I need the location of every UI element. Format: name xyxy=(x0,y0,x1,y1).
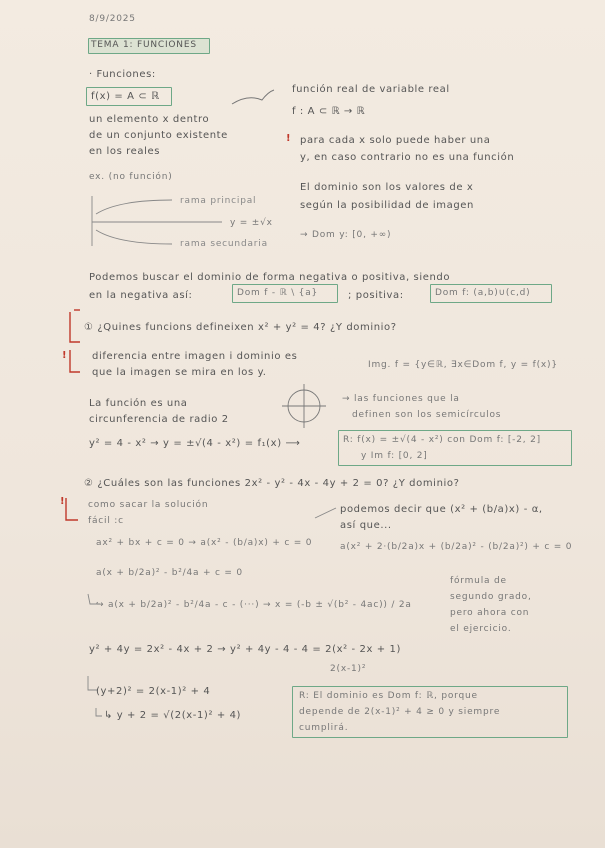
date: 8/9/2025 xyxy=(89,14,136,24)
definition-box xyxy=(86,87,172,106)
dom-negative: Dom f - ℝ \ {a} xyxy=(237,288,319,298)
imagen-definition: Img. f = {y∈ℝ, ∃x∈Dom f, y = f(x)} xyxy=(368,360,558,370)
como-line-1: como sacar la solución xyxy=(88,500,209,510)
final-eq-4: ↳ y + 2 = √(2(x-1)² + 4) xyxy=(104,710,242,721)
formula-line-4: el ejercicio. xyxy=(450,624,512,634)
rama-principal-label: rama principal xyxy=(180,196,257,206)
tema-title-box xyxy=(88,38,210,54)
semicirculos-line-1: → las funciones que la xyxy=(342,394,460,404)
question-2: ② ¿Cuáles son las funciones 2x² - y² - 4x - 4y + 2 = 0? ¿Y dominio? xyxy=(84,478,460,489)
circunferencia-line-1: La función es una xyxy=(89,398,188,409)
final-eq-2: 2(x-1)² xyxy=(330,664,367,674)
answer-1-line-2: y Im f: [0, 2] xyxy=(361,451,428,461)
definition-line-1: un elemento x dentro xyxy=(89,114,210,125)
definition-line-2: de un conjunto existente xyxy=(89,130,228,141)
final-eq-1: y² + 4y = 2x² - 4x + 2 → y² + 4y - 4 - 4 = 2(x² - 2x + 1) xyxy=(89,644,402,655)
podemos-decir-2: así que... xyxy=(340,520,392,531)
circunferencia-line-2: circunferencia de radio 2 xyxy=(89,414,229,425)
para-line-2: y, en caso contrario no es una función xyxy=(300,152,515,163)
semicirculos-line-2: definen son los semicírculos xyxy=(352,410,502,420)
dom-positive-box xyxy=(430,284,552,303)
answer-2-line-2: depende de 2(x-1)² + 4 ≥ 0 y siempre xyxy=(299,707,501,717)
formula-line-2: segundo grado, xyxy=(450,592,532,602)
example-label: ex. (no función) xyxy=(89,172,173,182)
funcion-real-title: función real de variable real xyxy=(292,84,450,95)
quad-eq-2: a(x + b/2a)² - b²/4a + c = 0 xyxy=(96,568,243,578)
section-funciones: · Funciones: xyxy=(89,69,156,80)
quad-eq-3: ↪ a(x + b/2a)² - b²/4a - c - (···) → x = (-b ± √(b² - 4ac)) / 2a xyxy=(96,600,412,610)
tema-title: TEMA 1: FUNCIONES xyxy=(91,40,197,50)
formula-line-1: fórmula de xyxy=(450,576,507,586)
answer-2-line-1: R: El dominio es Dom f: ℝ, porque xyxy=(299,691,478,701)
final-eq-3: (y+2)² = 2(x-1)² + 4 xyxy=(96,686,211,697)
dominio-line-1: El dominio son los valores de x xyxy=(300,182,474,193)
como-line-2: fácil :c xyxy=(88,516,124,526)
quad-eq-1: ax² + bx + c = 0 → a(x² - (b/a)x) + c = 0 xyxy=(96,538,313,548)
diferencia-line-1: diferencia entre imagen i dominio es xyxy=(92,351,298,362)
definition-line-3: en los reales xyxy=(89,146,161,157)
dom-y: → Dom y: [0, +∞) xyxy=(300,230,392,240)
curly-arrow-icon xyxy=(232,90,274,104)
para-line-1: para cada x solo puede haber una xyxy=(300,135,491,146)
y2-equation: y² = 4 - x² → y = ±√(4 - x²) = f₁(x) ⟶ xyxy=(89,438,301,449)
podemos-line-3: ; positiva: xyxy=(348,290,404,301)
rama-secundaria-label: rama secundaria xyxy=(180,239,268,249)
formula-line-3: pero ahora con xyxy=(450,608,530,618)
answer-2-box xyxy=(292,686,568,738)
warning-mark-3: ! xyxy=(60,496,66,507)
diferencia-line-2: que la imagen se mira en los y. xyxy=(92,367,267,378)
y-function-label: y = ±√x xyxy=(230,218,273,228)
funcion-real-map: f : A ⊂ ℝ → ℝ xyxy=(292,106,366,117)
podemos-line-1: Podemos buscar el dominio de forma negativa o positiva, siendo xyxy=(89,272,451,283)
dominio-line-2: según la posibilidad de imagen xyxy=(300,200,474,211)
podemos-decir-1: podemos decir que (x² + (b/a)x) - α, xyxy=(340,504,543,515)
definition-formula: f(x) = A ⊂ ℝ xyxy=(91,91,160,102)
podemos-line-2: en la negativa así: xyxy=(89,290,193,301)
warning-mark-2: ! xyxy=(62,350,68,361)
dom-negative-box xyxy=(232,284,338,303)
dom-positive: Dom f: (a,b)∪(c,d) xyxy=(435,288,531,298)
question-1: ① ¿Quines funcions defineixen x² + y² = 4? ¿Y dominio? xyxy=(84,322,397,333)
circle-graph xyxy=(282,384,326,428)
answer-1-line-1: R: f(x) = ±√(4 - x²) con Dom f: [-2, 2] xyxy=(343,435,541,445)
quad-eq-4: a(x² + 2·(b/2a)x + (b/2a)² - (b/2a)²) + c = 0 xyxy=(340,542,573,552)
answer-1-box xyxy=(338,430,572,466)
red-bracket-icons xyxy=(66,310,80,520)
warning-mark: ! xyxy=(286,133,292,144)
answer-2-line-3: cumplirá. xyxy=(299,723,349,733)
